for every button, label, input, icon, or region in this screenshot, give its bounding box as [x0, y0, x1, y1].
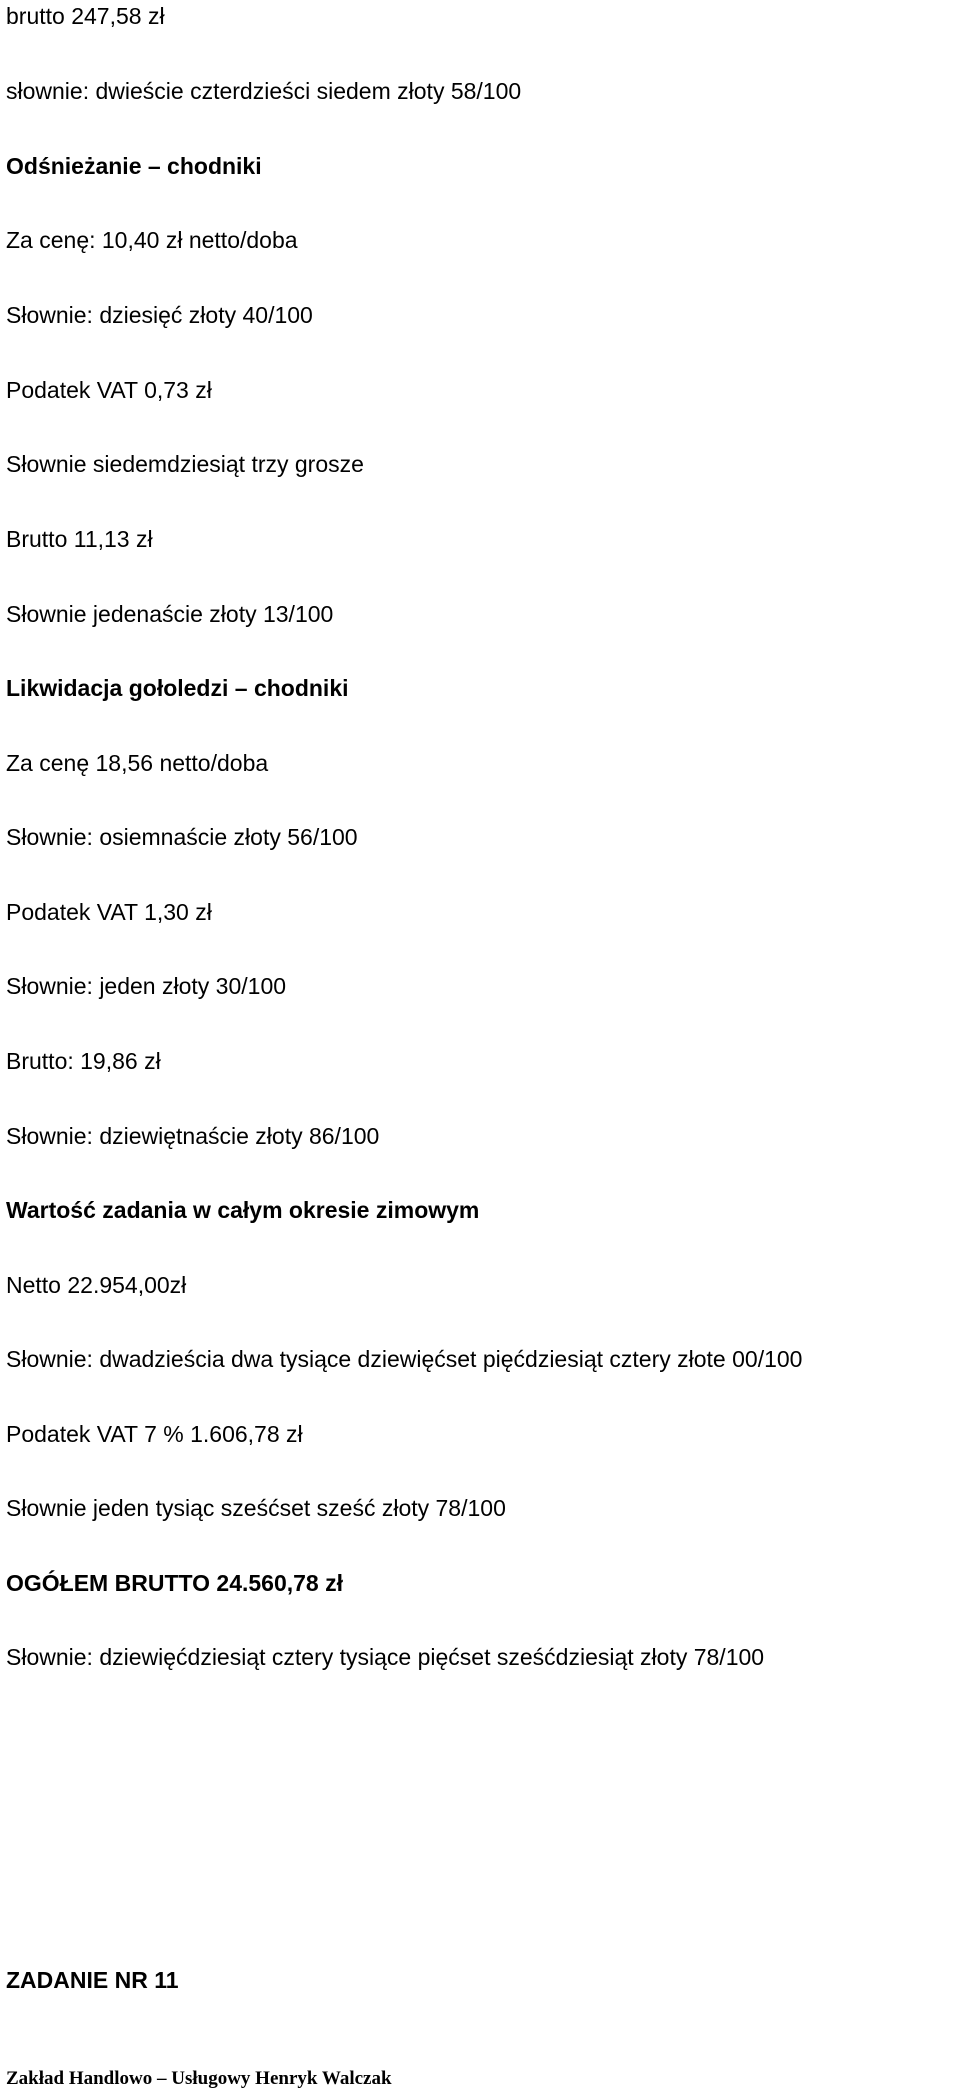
text-line-20: Podatek VAT 7 % 1.606,78 zł	[6, 1421, 303, 1447]
section-heading-snow-removal: Odśnieżanie – chodniki	[6, 153, 262, 179]
text-line-12: Słownie: osiemnaście złoty 56/100	[6, 824, 358, 850]
text-line-1: brutto 247,58 zł	[6, 3, 165, 29]
grand-total-gross: OGÓŁEM BRUTTO 24.560,78 zł	[6, 1570, 344, 1596]
section-heading-total-value: Wartość zadania w całym okresie zimowym	[6, 1197, 480, 1223]
text-line-19: Słownie: dwadzieścia dwa tysiące dziewięćset pięćdziesiąt cztery złote 00/100	[6, 1346, 803, 1372]
text-line-18: Netto 22.954,00zł	[6, 1272, 187, 1298]
text-line-23: Słownie: dziewięćdziesiąt cztery tysiące pięćset sześćdziesiąt złoty 78/100	[6, 1644, 765, 1670]
text-line-4: Za cenę: 10,40 zł netto/doba	[6, 227, 298, 253]
text-line-11: Za cenę 18,56 netto/doba	[6, 750, 269, 776]
text-line-16: Słownie: dziewiętnaście złoty 86/100	[6, 1123, 380, 1149]
text-line-21: Słownie jeden tysiąc sześćset sześć złoty 78/100	[6, 1495, 506, 1521]
text-line-7: Słownie siedemdziesiąt trzy grosze	[6, 451, 364, 477]
section-heading-ice-removal: Likwidacja gołoledzi – chodniki	[6, 675, 349, 701]
footer-company-name: Zakład Handlowo – Usługowy Henryk Walczak	[6, 2068, 392, 2089]
text-line-8: Brutto 11,13 zł	[6, 526, 153, 552]
text-line-5: Słownie: dziesięć złoty 40/100	[6, 302, 313, 328]
text-line-2: słownie: dwieście czterdzieści siedem złoty 58/100	[6, 78, 522, 104]
text-line-13: Podatek VAT 1,30 zł	[6, 899, 212, 925]
task-heading: ZADANIE NR 11	[6, 1967, 179, 1993]
text-line-15: Brutto: 19,86 zł	[6, 1048, 161, 1074]
text-line-9: Słownie jedenaście złoty 13/100	[6, 601, 334, 627]
text-line-6: Podatek VAT 0,73 zł	[6, 377, 212, 403]
text-line-14: Słownie: jeden złoty 30/100	[6, 973, 287, 999]
